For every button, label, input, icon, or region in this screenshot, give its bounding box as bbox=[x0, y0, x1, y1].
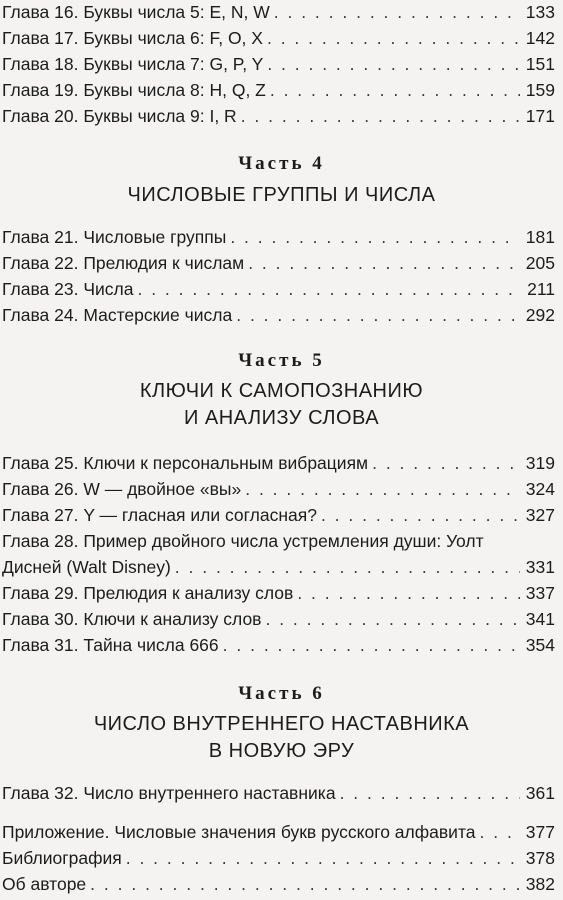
toc-entry-title: Дисней (Walt Disney) bbox=[2, 557, 171, 577]
leader-dots bbox=[274, 0, 520, 24]
leader-dots bbox=[175, 555, 520, 579]
toc-entry-page: 319 bbox=[525, 453, 555, 473]
toc-entry-ch24 bbox=[2, 303, 555, 327]
toc-entry-ch22 bbox=[2, 251, 555, 275]
toc-entry-ch29 bbox=[2, 581, 555, 605]
toc-entry-title: Глава 22. Прелюдия к числам bbox=[2, 253, 245, 273]
toc-entry-title: Приложение. Числовые значения букв русского алфавита bbox=[2, 822, 476, 842]
toc-entry-ch19 bbox=[2, 78, 555, 102]
toc-entry-title: Глава 32. Число внутреннего наставника bbox=[2, 783, 336, 803]
leader-dots bbox=[90, 872, 520, 896]
toc-entry-title: Глава 19. Буквы числа 8: H, Q, Z bbox=[2, 80, 266, 100]
part-6-title-line1: ЧИСЛО ВНУТРЕННЕГО НАСТАВНИКА bbox=[93, 713, 470, 735]
toc-entry-page: 354 bbox=[525, 635, 555, 655]
toc-entry-ch25 bbox=[2, 451, 555, 475]
toc-entry-title: Глава 17. Буквы числа 6: F, O, X bbox=[2, 28, 263, 48]
leader-dots bbox=[480, 820, 520, 844]
toc-entry-ch30 bbox=[2, 607, 555, 631]
leader-dots bbox=[245, 477, 520, 501]
toc-entry-ch18 bbox=[2, 52, 555, 76]
leader-dots bbox=[265, 607, 519, 631]
toc-entry-about-author bbox=[2, 872, 555, 896]
leader-dots bbox=[236, 303, 520, 327]
toc-entry-title: Глава 25. Ключи к персональным вибрациям bbox=[2, 453, 369, 473]
leader-dots bbox=[321, 503, 520, 527]
toc-entry-title: Глава 29. Прелюдия к анализу слов bbox=[2, 583, 294, 603]
leader-dots bbox=[241, 104, 520, 128]
leader-dots bbox=[372, 451, 520, 475]
toc-entry-ch21 bbox=[2, 225, 555, 249]
leader-dots bbox=[223, 633, 520, 657]
toc-entry-page: 133 bbox=[525, 2, 555, 22]
part-4-title: ЧИСЛОВЫЕ ГРУППЫ И ЧИСЛА bbox=[127, 184, 436, 206]
leader-dots bbox=[267, 26, 520, 50]
leader-dots bbox=[340, 781, 520, 805]
toc-entry-bibliography bbox=[2, 846, 555, 870]
toc-entry-ch16 bbox=[2, 0, 555, 24]
toc-entry-page: 337 bbox=[525, 583, 555, 603]
toc-entry-ch17 bbox=[2, 26, 555, 50]
toc-entry-title: Глава 27. Y — гласная или согласная? bbox=[2, 505, 317, 525]
toc-entry-ch28-line1: Глава 28. Пример двойного числа устремления души: Уолт bbox=[2, 531, 484, 551]
toc-entry-ch26 bbox=[2, 477, 555, 501]
part-4-label: Часть 4 bbox=[238, 153, 325, 174]
toc-entry-page: 151 bbox=[525, 54, 555, 74]
leader-dots bbox=[270, 78, 520, 102]
toc-entry-page: 181 bbox=[525, 227, 555, 247]
toc-entry-page: 382 bbox=[525, 874, 555, 894]
leader-dots bbox=[137, 277, 521, 301]
toc-entry-title: Глава 26. W — двойное «вы» bbox=[2, 479, 242, 499]
toc-entry-title: Глава 16. Буквы числа 5: E, N, W bbox=[2, 2, 270, 22]
toc-entry-page: 324 bbox=[525, 479, 555, 499]
toc-entry-title: Глава 23. Числа bbox=[2, 279, 134, 299]
toc-entry-ch20 bbox=[2, 104, 555, 128]
toc-entry-ch32 bbox=[2, 781, 555, 805]
toc-entry-title: Глава 18. Буквы числа 7: G, P, Y bbox=[2, 54, 264, 74]
toc-entry-title: Глава 20. Буквы числа 9: I, R bbox=[2, 106, 237, 126]
part-6-label: Часть 6 bbox=[238, 683, 325, 704]
toc-entry-page: 159 bbox=[525, 80, 555, 100]
leader-dots bbox=[248, 251, 520, 275]
toc-entry-title: Об авторе bbox=[2, 874, 87, 894]
toc-entry-title: Глава 30. Ключи к анализу слов bbox=[2, 609, 262, 629]
leader-dots bbox=[297, 581, 519, 605]
toc-entry-appendix bbox=[2, 820, 555, 844]
toc-entry-ch23 bbox=[2, 277, 555, 301]
toc-entry-title: Библиография bbox=[2, 848, 122, 868]
toc-entry-page: 327 bbox=[525, 505, 555, 525]
toc-entry-page: 292 bbox=[525, 305, 555, 325]
leader-dots bbox=[267, 52, 519, 76]
toc-entry-page: 361 bbox=[525, 783, 555, 803]
toc-entry-ch28 bbox=[2, 555, 555, 579]
toc-entry-title: Глава 24. Мастерские числа bbox=[2, 305, 233, 325]
leader-dots bbox=[230, 225, 519, 249]
leader-dots bbox=[126, 846, 520, 870]
toc-entry-page: 142 bbox=[525, 28, 555, 48]
part-5-title-line1: КЛЮЧИ К САМОПОЗНАНИЮ bbox=[139, 380, 424, 402]
toc-entry-page: 378 bbox=[525, 848, 555, 868]
toc-entry-page: 211 bbox=[527, 279, 555, 299]
toc-entry-page: 341 bbox=[525, 609, 555, 629]
toc-entry-title: Глава 21. Числовые группы bbox=[2, 227, 227, 247]
toc-entry-title: Глава 31. Тайна числа 666 bbox=[2, 635, 219, 655]
part-6-title-line2: В НОВУЮ ЭРУ bbox=[208, 740, 355, 762]
toc-entry-ch27 bbox=[2, 503, 555, 527]
toc-entry-page: 331 bbox=[525, 557, 555, 577]
toc-entry-ch31 bbox=[2, 633, 555, 657]
part-5-label: Часть 5 bbox=[238, 350, 325, 371]
toc-entry-page: 171 bbox=[525, 106, 555, 126]
part-5-title-line2: И АНАЛИЗУ СЛОВА bbox=[183, 407, 380, 429]
toc-entry-page: 205 bbox=[525, 253, 555, 273]
toc-entry-page: 377 bbox=[525, 822, 555, 842]
